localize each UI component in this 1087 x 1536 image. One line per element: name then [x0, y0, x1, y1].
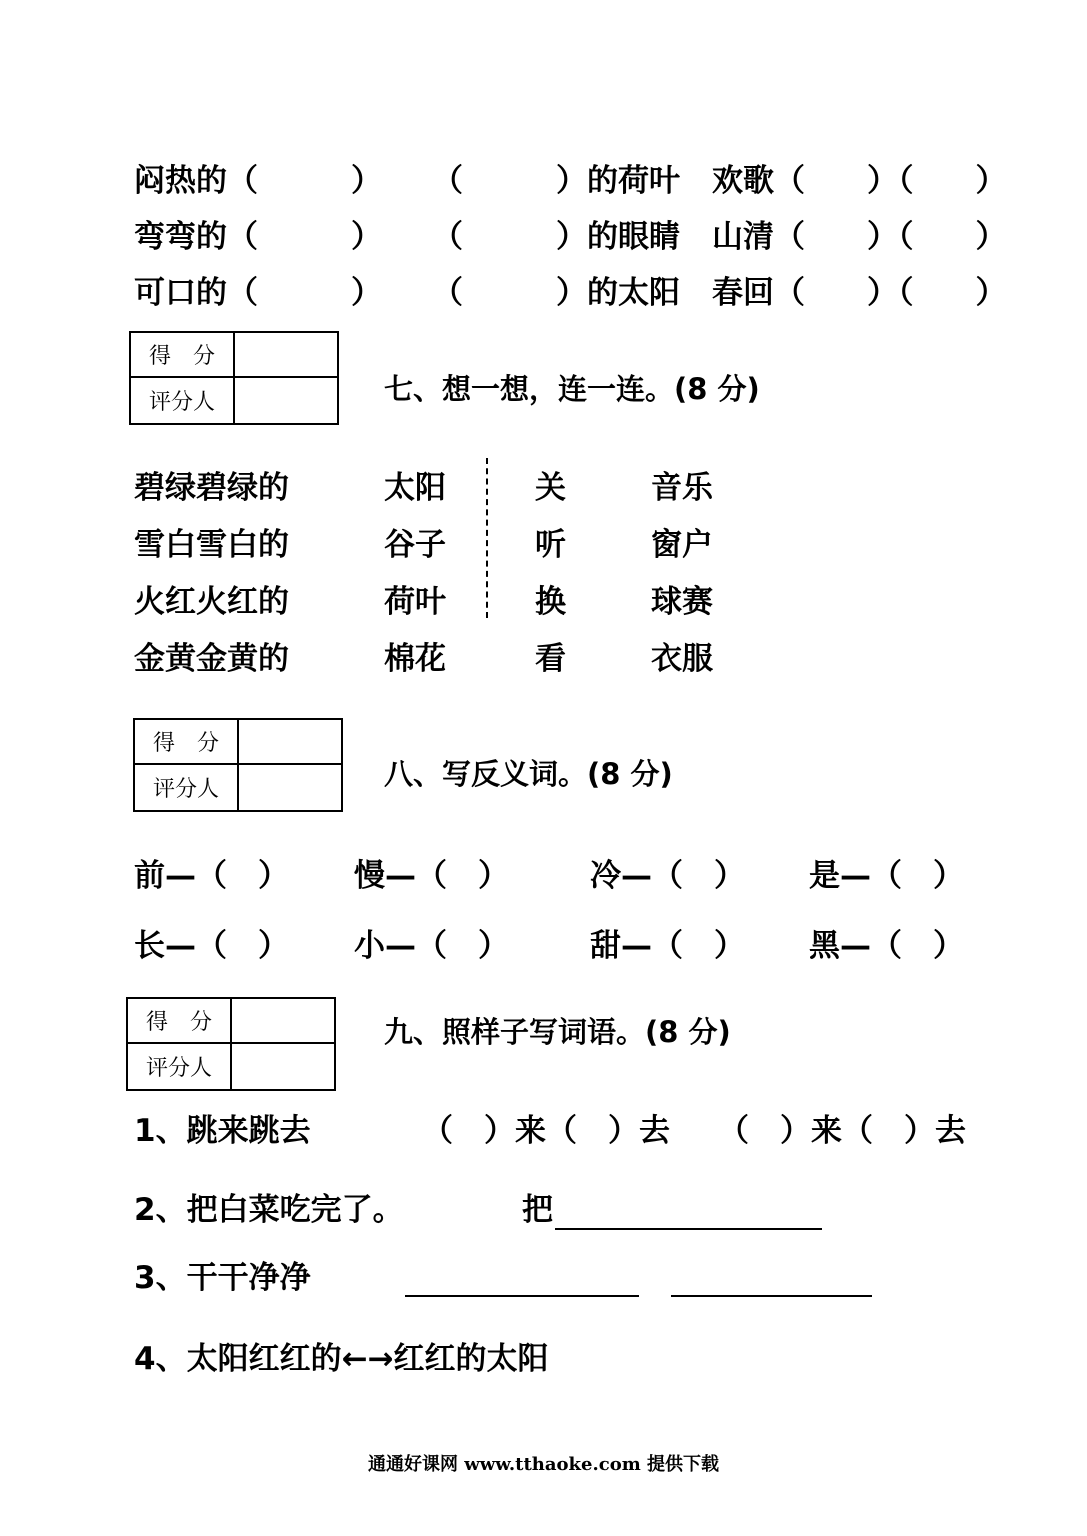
match-word[interactable]: 碧绿碧绿的 [134, 470, 289, 506]
fill-blank-item: 可口的（ ） [134, 275, 382, 311]
section8-title: 八、写反义词。(8 分) [384, 757, 673, 791]
fill-blank-item: 春回（ ）（ ） [712, 275, 1007, 311]
section7-title: 七、想一想，连一连。(8 分) [384, 372, 760, 406]
match-verb[interactable]: 关 [535, 470, 566, 506]
match-object[interactable]: 衣服 [651, 641, 713, 677]
antonym-item[interactable]: 长—（ ） [134, 928, 289, 964]
grader-field[interactable] [239, 765, 341, 810]
item2-answer-line[interactable] [555, 1228, 822, 1230]
match-target[interactable]: 太阳 [384, 470, 446, 506]
item1-blank-a[interactable]: （ ）来（ ）去 [422, 1113, 670, 1149]
match-object[interactable]: 球赛 [651, 584, 713, 620]
match-target[interactable]: 荷叶 [384, 584, 446, 620]
match-verb[interactable]: 看 [535, 641, 566, 677]
grader-label: 评分人 [131, 378, 235, 423]
score-box-section8 [133, 718, 343, 812]
item3-answer-line-1[interactable] [405, 1295, 639, 1297]
score-label: 得 分 [135, 720, 239, 763]
match-word[interactable]: 雪白雪白的 [134, 527, 289, 563]
antonym-item[interactable]: 是—（ ） [809, 858, 964, 894]
antonym-item[interactable]: 小—（ ） [354, 928, 509, 964]
match-object[interactable]: 窗户 [651, 527, 713, 563]
item2-example: 2、把白菜吃完了。 [134, 1192, 404, 1228]
item2-prefix: 把 [522, 1192, 553, 1228]
score-field[interactable] [239, 720, 341, 763]
fill-blank-item: （ ）的荷叶 [432, 163, 680, 199]
item1-example: 1、跳来跳去 [134, 1113, 311, 1149]
grader-label: 评分人 [135, 765, 239, 810]
antonym-item[interactable]: 冷—（ ） [590, 858, 745, 894]
match-word[interactable]: 火红火红的 [134, 584, 289, 620]
antonym-item[interactable]: 前—（ ） [134, 858, 289, 894]
antonym-item[interactable]: 慢—（ ） [354, 858, 509, 894]
match-word[interactable]: 金黄金黄的 [134, 641, 289, 677]
grader-label: 评分人 [128, 1044, 232, 1089]
item4-example: 4、太阳红红的←→红红的太阳 [134, 1341, 549, 1377]
section9-title: 九、照样子写词语。(8 分) [384, 1015, 731, 1049]
footer-credit: 通通好课网 www.tthaoke.com 提供下载 [367, 1454, 720, 1475]
score-box-section9 [126, 997, 336, 1091]
fill-blank-item: 闷热的（ ） [134, 163, 382, 199]
antonym-item[interactable]: 黑—（ ） [809, 928, 964, 964]
match-verb[interactable]: 换 [535, 584, 566, 620]
item3-answer-line-2[interactable] [671, 1295, 872, 1297]
score-label: 得 分 [131, 333, 235, 376]
score-field[interactable] [232, 999, 334, 1042]
fill-blank-item: 弯弯的（ ） [134, 219, 382, 255]
antonym-item[interactable]: 甜—（ ） [590, 928, 745, 964]
match-object[interactable]: 音乐 [651, 470, 713, 506]
item1-blank-b[interactable]: （ ）来（ ）去 [718, 1113, 966, 1149]
fill-blank-item: 欢歌（ ）（ ） [712, 163, 1007, 199]
score-box-section7 [129, 331, 339, 425]
fill-blank-item: 山清（ ）（ ） [712, 219, 1007, 255]
fill-blank-item: （ ）的眼睛 [432, 219, 680, 255]
grader-field[interactable] [232, 1044, 334, 1089]
score-label: 得 分 [128, 999, 232, 1042]
item3-example: 3、干干净净 [134, 1260, 311, 1296]
score-field[interactable] [235, 333, 337, 376]
match-verb[interactable]: 听 [535, 527, 566, 563]
match-target[interactable]: 谷子 [384, 527, 446, 563]
dashed-divider [486, 458, 488, 618]
grader-field[interactable] [235, 378, 337, 423]
match-target[interactable]: 棉花 [384, 641, 446, 677]
fill-blank-item: （ ）的太阳 [432, 275, 680, 311]
